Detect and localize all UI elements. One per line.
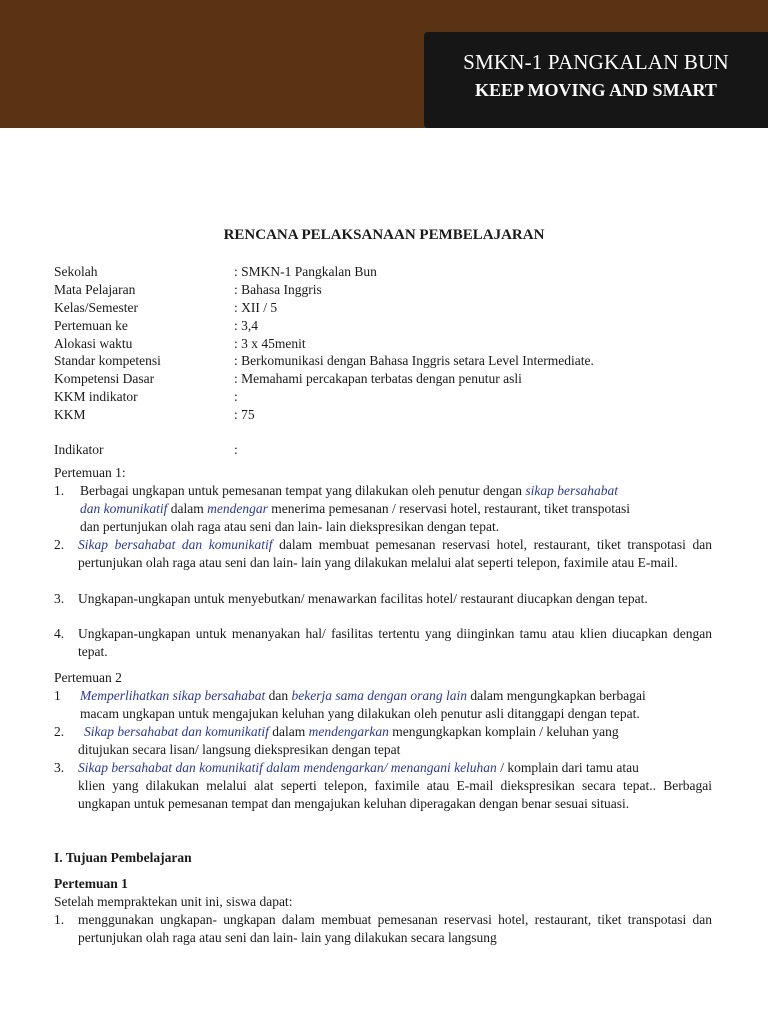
list-number: 4.: [54, 626, 65, 641]
identity-value: : 75: [234, 407, 255, 422]
indikator-label: Indikator: [54, 442, 104, 457]
section-heading: I. Tujuan Pembelajaran: [54, 850, 192, 865]
list-number: 3.: [54, 591, 65, 606]
list-number: 2.: [54, 724, 65, 739]
text-run: dalam: [268, 724, 309, 739]
list-number: 1.: [54, 483, 65, 498]
identity-value: : Berkomunikasi dengan Bahasa Inggris setara Level Intermediate.: [234, 353, 594, 368]
list-item-text: [78, 536, 712, 572]
list-number: 2.: [54, 537, 65, 552]
identity-label: KKM: [54, 407, 86, 422]
identity-value: : 3,4: [234, 318, 259, 333]
identity-label: Mata Pelajaran: [54, 282, 136, 297]
text-run: dalam membuat pemesanan reservasi hotel, restaurant, tiket transpotasi dan pertunjukan olah raga atau seni dan lain- lain yang dilakukan melalui alat seperti telepon, faximile atau E-mail.: [78, 537, 713, 570]
identity-value: : 3 x 45menit: [234, 336, 306, 351]
emphasis-text: mendengarkan: [308, 724, 389, 739]
list-item-text: Ungkapan-ungkapan untuk menyebutkan/ menawarkan facilitas hotel/ restaurant diucapkan dengan tepat.: [78, 591, 648, 606]
emphasis-text: Memperlihatkan sikap bersahabat: [80, 688, 266, 703]
identity-value: : Memahami percakapan terbatas dengan penutur asli: [234, 371, 522, 386]
list-item-line: macam ungkapan untuk mengajukan keluhan yang dilakukan oleh penutur asli ditanggapi dengan tepat.: [80, 706, 640, 721]
list-item-line: [80, 482, 618, 499]
text-run: menerima pemesanan / reservasi hotel, restaurant, tiket transpotasi: [267, 501, 630, 516]
list-number: 1.: [54, 912, 65, 927]
list-item-line: ditujukan secara lisan/ langsung diekspresikan dengan tepat: [78, 742, 401, 757]
list-item-text: Ungkapan-ungkapan untuk menanyakan hal/ fasilitas tertentu yang diinginkan tamu atau klien diucapkan dengan tepat.: [78, 626, 712, 659]
identity-label: Kelas/Semester: [54, 300, 138, 315]
list-item-line: [78, 759, 639, 776]
list-number: 1: [54, 688, 61, 703]
identity-label: Sekolah: [54, 264, 98, 279]
emphasis-text: mendengar: [207, 501, 268, 516]
school-tagline: KEEP MOVING AND SMART: [475, 80, 717, 100]
list-item-text: klien yang dilakukan melalui alat seperti telepon, faximile atau E-mail diekspresikan secara tepat.. Berbagai ungkapan untuk pemesanan tempat dan mengajukan keluhan diperagakan dengan benar sesuai situasi.: [78, 778, 712, 811]
emphasis-text: Sikap bersahabat dan komunikatif: [78, 537, 273, 552]
text-run: / komplain dari tamu atau: [496, 760, 639, 775]
identity-label: Kompetensi Dasar: [54, 371, 155, 386]
emphasis-text: Sikap bersahabat dan komunikatif: [84, 724, 269, 739]
list-item-line: [80, 687, 646, 704]
text-run: dalam mengungkapkan berbagai: [466, 688, 646, 703]
identity-label: Pertemuan ke: [54, 318, 128, 333]
text-run: Berbagai ungkapan untuk pemesanan tempat yang dilakukan oleh penutur dengan: [80, 483, 526, 498]
list-item-text: menggunakan ungkapan- ungkapan dalam membuat pemesanan reservasi hotel, restaurant, tiket transpotasi dan pertunjukan olah raga atau seni dan lain- lain yang dilakukan secara langsung: [78, 912, 712, 945]
text-run: dalam: [167, 501, 208, 516]
list-number: 3.: [54, 760, 65, 775]
pertemuan2-heading: Pertemuan 2: [54, 670, 122, 685]
emphasis-text: dan komunikatif: [80, 501, 168, 516]
indikator-colon: :: [234, 442, 238, 457]
emphasis-text: Sikap bersahabat dan komunikatif dalam mendengarkan/ menangani keluhan: [78, 760, 497, 775]
list-item-line: [84, 723, 619, 740]
pertemuan1-heading: Pertemuan 1:: [54, 465, 126, 480]
school-name: SMKN-1 PANGKALAN BUN: [463, 50, 729, 74]
section-subheading: Pertemuan 1: [54, 876, 128, 891]
identity-label: KKM indikator: [54, 389, 138, 404]
text-run: mengungkapkan komplain / keluhan yang: [388, 724, 619, 739]
identity-value: :: [234, 389, 238, 404]
list-item-line: [80, 500, 630, 517]
identity-label: Standar kompetensi: [54, 353, 161, 368]
header-box: [424, 32, 768, 128]
emphasis-text: bekerja sama dengan orang lain: [291, 688, 467, 703]
identity-label: Alokasi waktu: [54, 336, 133, 351]
identity-value: : SMKN-1 Pangkalan Bun: [234, 264, 377, 279]
list-item-line: dan pertunjukan olah raga atau seni dan lain- lain diekspresikan dengan tepat.: [80, 519, 500, 534]
document-title: RENCANA PELAKSANAAN PEMBELAJARAN: [223, 227, 545, 243]
identity-value: : Bahasa Inggris: [234, 282, 322, 297]
text-run: dan: [265, 688, 292, 703]
section-intro: Setelah mempraktekan unit ini, siswa dapat:: [54, 894, 293, 909]
identity-value: : XII / 5: [234, 300, 278, 315]
emphasis-text: sikap bersahabat: [525, 483, 618, 498]
